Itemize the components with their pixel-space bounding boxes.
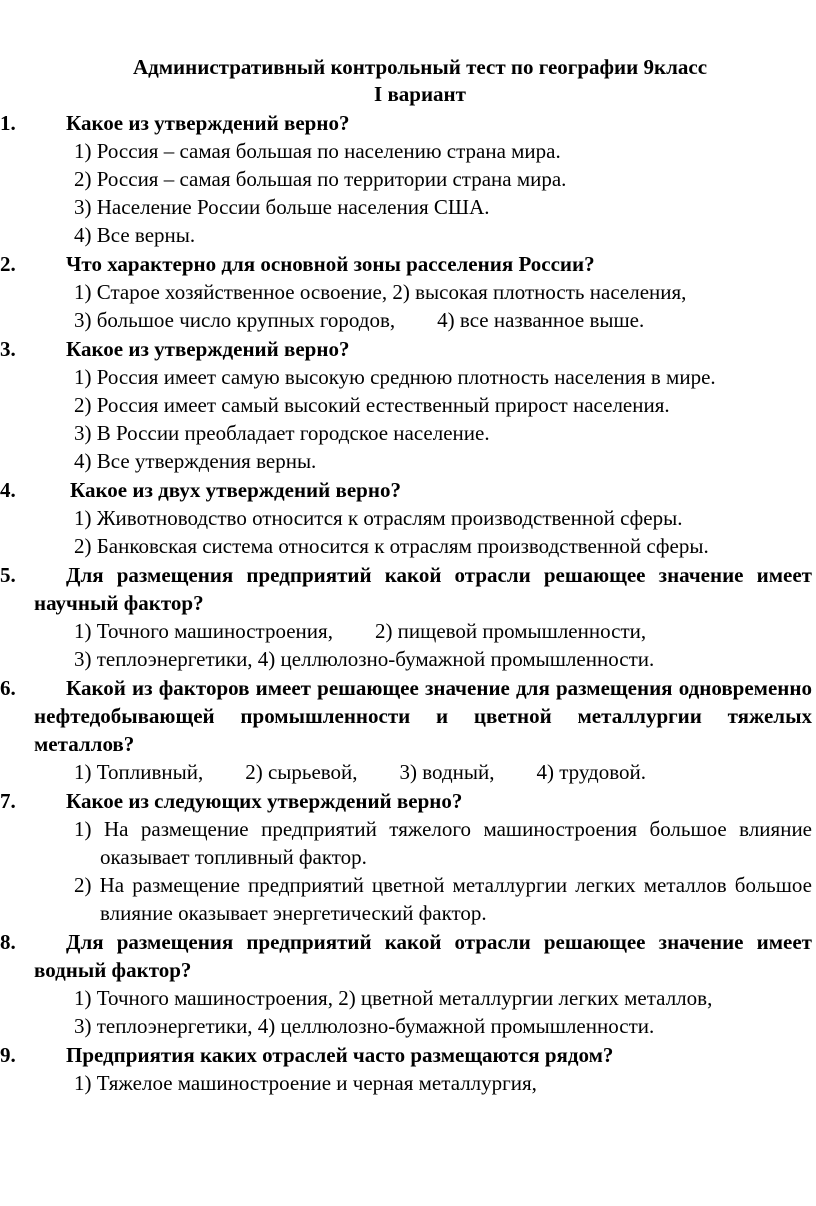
question-number: 5. bbox=[0, 563, 16, 587]
answer-option: 4) Все верны. bbox=[74, 223, 196, 247]
question-9 bbox=[0, 1041, 816, 1097]
question-text: Какой из факторов имеет решающее значение для размещения одновременно нефтедобывающей промышленности и цветной металлургии тяжелых металлов? bbox=[34, 676, 812, 756]
question-text: Предприятия каких отраслей часто размещаются рядом? bbox=[66, 1043, 614, 1067]
document-title: Административный контрольный тест по географии 9класс bbox=[132, 55, 708, 79]
question-number: 1. bbox=[0, 111, 16, 135]
answer-option: 1) Старое хозяйственное освоение, 2) высокая плотность населения, bbox=[74, 280, 687, 304]
answer-option: 1) Точного машиностроения, 2) пищевой промышленности, bbox=[74, 619, 647, 643]
question-number: 2. bbox=[0, 252, 16, 276]
question-number: 4. bbox=[0, 478, 16, 502]
question-text: Для размещения предприятий какой отрасли решающее значение имеет научный фактор? bbox=[34, 563, 812, 615]
answer-option: 1) Россия – самая большая по населению страна мира. bbox=[74, 139, 561, 163]
answer-option: 3) теплоэнергетики, 4) целлюлозно-бумажной промышленности. bbox=[74, 1014, 655, 1038]
answer-option: 1) Животноводство относится к отраслям производственной сферы. bbox=[74, 506, 683, 530]
answer-option: 1) Топливный, 2) сырьевой, 3) водный, 4) трудовой. bbox=[74, 760, 646, 784]
question-text: Что характерно для основной зоны расселения России? bbox=[66, 252, 595, 276]
question-6 bbox=[0, 674, 816, 786]
answer-option: 3) В России преобладает городское население. bbox=[74, 421, 490, 445]
question-number: 3. bbox=[0, 337, 16, 361]
question-3 bbox=[0, 335, 816, 475]
answer-option: 3) теплоэнергетики, 4) целлюлозно-бумажной промышленности. bbox=[74, 647, 655, 671]
question-1 bbox=[0, 109, 816, 249]
question-number: 6. bbox=[0, 676, 16, 700]
answer-option: 3) Население России больше населения США. bbox=[74, 195, 490, 219]
question-8 bbox=[0, 928, 816, 1040]
question-text: Для размещения предприятий какой отрасли решающее значение имеет водный фактор? bbox=[34, 930, 812, 982]
question-text: Какое из утверждений верно? bbox=[66, 337, 350, 361]
question-text: Какое из утверждений верно? bbox=[66, 111, 350, 135]
answer-option: 2) Россия имеет самый высокий естественный прирост населения. bbox=[74, 393, 670, 417]
variant-title: I вариант bbox=[374, 82, 466, 106]
question-text: Какое из следующих утверждений верно? bbox=[66, 789, 463, 813]
question-number: 8. bbox=[0, 930, 16, 954]
question-text: Какое из двух утверждений верно? bbox=[70, 478, 401, 502]
answer-option: 1) Россия имеет самую высокую среднюю плотность населения в мире. bbox=[74, 365, 716, 389]
answer-option: 2) Банковская система относится к отраслям производственной сферы. bbox=[74, 534, 709, 558]
answer-option: 4) Все утверждения верны. bbox=[74, 449, 317, 473]
answer-option: 1) На размещение предприятий тяжелого машиностроения большое влияние оказывает топливный фактор. bbox=[74, 817, 812, 869]
answer-option: 2) На размещение предприятий цветной металлургии легких металлов большое влияние оказывает энергетический фактор. bbox=[74, 873, 812, 925]
question-2 bbox=[0, 250, 816, 334]
test-document bbox=[0, 54, 816, 1097]
question-number: 7. bbox=[0, 789, 16, 813]
question-number: 9. bbox=[0, 1043, 16, 1067]
answer-option: 3) большое число крупных городов, 4) все названное выше. bbox=[74, 308, 645, 332]
answer-option: 1) Точного машиностроения, 2) цветной металлургии легких металлов, bbox=[74, 986, 713, 1010]
question-5 bbox=[0, 561, 816, 673]
question-7 bbox=[0, 787, 816, 927]
question-4 bbox=[0, 476, 816, 560]
answer-option: 1) Тяжелое машиностроение и черная металлургия, bbox=[74, 1071, 537, 1095]
answer-option: 2) Россия – самая большая по территории страна мира. bbox=[74, 167, 567, 191]
